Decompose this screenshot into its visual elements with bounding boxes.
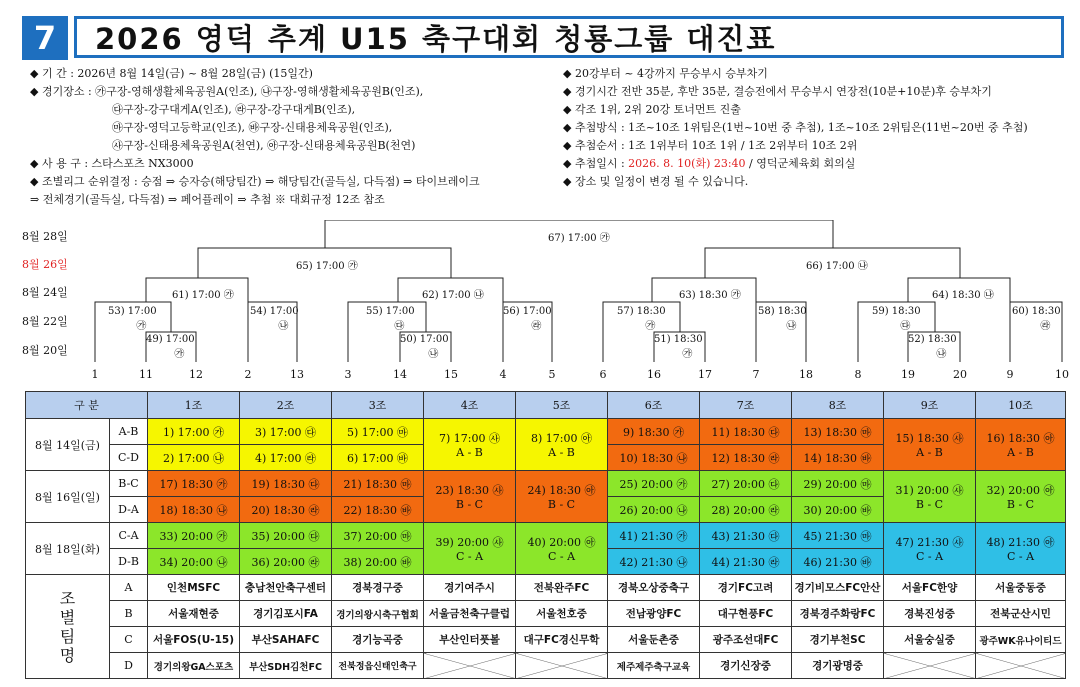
seed: 9	[1006, 368, 1014, 381]
team-key: B	[110, 601, 148, 627]
match-cell: 35) 20:00 ㉰	[240, 523, 332, 549]
match-64: 64) 18:30 ㉯	[932, 290, 994, 301]
team-name: 충남천안축구센터	[240, 575, 332, 601]
match-cell: 14) 18:30 ㉳	[792, 445, 884, 471]
match-cell: 41) 21:30 ㉮	[608, 523, 700, 549]
day-cell: 8월 18일(화)	[26, 523, 110, 575]
date-r16: 8월 22일	[22, 315, 68, 328]
match-66: 66) 17:00 ㉯	[806, 261, 868, 272]
info-change-notice: ◆ 장소 및 일정이 변경 될 수 있습니다.	[563, 175, 749, 188]
info-venue-4: ㉴구장-신태용체육공원A(천연), ㉵구장-신태용체육공원B(천연)	[112, 139, 416, 152]
team-name: 경기능곡중	[332, 627, 424, 653]
group-header: 7조	[700, 392, 792, 419]
info-draw-order: ◆ 추첨순서 : 1조 1위부터 10조 1위 / 1조 2위부터 10조 2위	[563, 139, 858, 152]
date-r20: 8월 20일	[22, 344, 68, 357]
match-cell: 13) 18:30 ㉲	[792, 419, 884, 445]
team-name: 서울FC한양	[884, 575, 976, 601]
team-name: 전남광양FC	[608, 601, 700, 627]
table-row	[26, 419, 1066, 445]
pair-cell: D-B	[110, 549, 148, 575]
team-name: 경북경구중	[332, 575, 424, 601]
seed: 3	[344, 368, 352, 381]
match-55: 55) 17:00 ㉰	[366, 306, 415, 332]
match-cell: 33) 20:00 ㉮	[148, 523, 240, 549]
info-right	[563, 65, 1028, 191]
team-name: 경기부천SC	[792, 627, 884, 653]
match-cell: 6) 17:00 ㉳	[332, 445, 424, 471]
group-header: 8조	[792, 392, 884, 419]
match-cell: 38) 20:00 ㉳	[332, 549, 424, 575]
team-name: 전북군산시민	[976, 601, 1066, 627]
match-cell-3team: 7) 17:00 ㉴ A - B	[424, 419, 516, 471]
match-65: 65) 17:00 ㉮	[296, 261, 358, 272]
match-67: 67) 17:00 ㉮	[548, 233, 610, 244]
pair-cell: C-A	[110, 523, 148, 549]
team-name: 인천MSFC	[148, 575, 240, 601]
match-cell: 10) 18:30 ㉯	[608, 445, 700, 471]
team-name: 경북진성중	[884, 601, 976, 627]
team-name: 부산SAHAFC	[240, 627, 332, 653]
info-draw-date: ◆ 추첨일시 : 2026. 8. 10(화) 23:40 / 영덕군체육회 회의실	[563, 157, 856, 170]
team-name: 부산인터풋볼	[424, 627, 516, 653]
match-54: 54) 17:00 ㉯	[250, 306, 299, 332]
match-cell: 3) 17:00 ㉰	[240, 419, 332, 445]
match-cell: 19) 18:30 ㉰	[240, 471, 332, 497]
seed: 2	[244, 368, 252, 381]
team-name: 서울둔촌중	[608, 627, 700, 653]
seed: 6	[599, 368, 607, 381]
match-59: 59) 18:30 ㉰	[872, 306, 921, 332]
title-box	[74, 16, 1064, 58]
day-cell: 8월 14일(금)	[26, 419, 110, 471]
match-cell: 18) 18:30 ㉯	[148, 497, 240, 523]
match-cell: 12) 18:30 ㉱	[700, 445, 792, 471]
match-58: 58) 18:30 ㉯	[758, 306, 807, 332]
group-header: 10조	[976, 392, 1066, 419]
info-match-time: ◆ 경기시간 전반 35분, 후반 35분, 결승전에서 무승부시 연장전(10분+10분)후 승부차기	[563, 85, 992, 98]
match-63: 63) 18:30 ㉮	[679, 290, 741, 301]
match-cell: 37) 20:00 ㉲	[332, 523, 424, 549]
team-row-c	[26, 627, 1066, 653]
header	[0, 0, 1080, 66]
group-header: 2조	[240, 392, 332, 419]
seed: 12	[189, 368, 203, 381]
team-name: 전북완주FC	[516, 575, 608, 601]
info-ranking: ◆ 조별리그 순위결정 : 승점 ⇒ 승자승(해당팀간) ⇒ 해당팀간(골득실, 다득점) ⇒ 타이브레이크	[30, 175, 480, 188]
team-name: 제주제주축구교육	[608, 653, 700, 679]
day-cell: 8월 16일(일)	[26, 471, 110, 523]
team-name: 서울FOS(U-15)	[148, 627, 240, 653]
team-key: C	[110, 627, 148, 653]
date-qf: 8월 24일	[22, 286, 68, 299]
info-penalty: ◆ 20강부터 ~ 4강까지 무승부시 승부차기	[563, 67, 768, 80]
match-cell: 34) 20:00 ㉯	[148, 549, 240, 575]
seed: 4	[499, 368, 507, 381]
match-cell-3team: 47) 21:30 ㉴ C - A	[884, 523, 976, 575]
seed: 20	[953, 368, 967, 381]
team-name: 경기여주시	[424, 575, 516, 601]
match-cell-3team: 24) 18:30 ㉵ B - C	[516, 471, 608, 523]
match-cell-3team: 8) 17:00 ㉵ A - B	[516, 419, 608, 471]
info-venue-3: ㉲구장-영덕고등학교(인조), ㉳구장-신태용체육공원(인조),	[112, 121, 393, 134]
match-cell: 42) 21:30 ㉯	[608, 549, 700, 575]
team-key: D	[110, 653, 148, 679]
match-cell-3team: 31) 20:00 ㉴ B - C	[884, 471, 976, 523]
date-semi: 8월 26일	[22, 258, 68, 271]
info-left	[30, 65, 480, 209]
seed: 1	[91, 368, 99, 381]
group-header: 5조	[516, 392, 608, 419]
info-draw-method: ◆ 추첨방식 : 1조~10조 1위팀은(1번~10번 중 추첨), 1조~10조 2위팀은(11번~20번 중 추첨)	[563, 121, 1028, 134]
team-name: 경기FC고려	[700, 575, 792, 601]
match-cell: 25) 20:00 ㉮	[608, 471, 700, 497]
match-cell: 45) 21:30 ㉲	[792, 523, 884, 549]
match-cell: 36) 20:00 ㉱	[240, 549, 332, 575]
match-61: 61) 17:00 ㉮	[172, 290, 234, 301]
match-cell: 22) 18:30 ㉳	[332, 497, 424, 523]
draw-datetime: 2026. 8. 10(화) 23:40	[628, 157, 746, 170]
match-cell-3team: 15) 18:30 ㉴ A - B	[884, 419, 976, 471]
match-cell: 5) 17:00 ㉲	[332, 419, 424, 445]
team-name: 경기신장중	[700, 653, 792, 679]
match-cell: 28) 20:00 ㉱	[700, 497, 792, 523]
match-cell: 20) 18:30 ㉱	[240, 497, 332, 523]
seed: 7	[752, 368, 760, 381]
match-56: 56) 17:00 ㉱	[503, 306, 552, 332]
team-name: 서울금천축구클럽	[424, 601, 516, 627]
group-header: 9조	[884, 392, 976, 419]
seed: 16	[647, 368, 661, 381]
match-51: 51) 18:30 ㉮	[654, 334, 703, 360]
match-cell: 9) 18:30 ㉮	[608, 419, 700, 445]
pair-cell: C-D	[110, 445, 148, 471]
team-name: 대구FC경신무학	[516, 627, 608, 653]
seed: 15	[444, 368, 458, 381]
seed: 11	[139, 368, 153, 381]
table-header-row	[26, 392, 1066, 419]
match-cell-3team: 40) 20:00 ㉵ C - A	[516, 523, 608, 575]
team-name: 광주조선대FC	[700, 627, 792, 653]
page-title: 2026 영덕 추계 U15 축구대회 청룡그룹 대진표	[95, 21, 777, 56]
team-row-a	[26, 575, 1066, 601]
pair-cell: D-A	[110, 497, 148, 523]
match-57: 57) 18:30 ㉮	[617, 306, 666, 332]
group-header: 6조	[608, 392, 700, 419]
team-name: 대구현풍FC	[700, 601, 792, 627]
match-cell: 27) 20:00 ㉰	[700, 471, 792, 497]
seed: 14	[393, 368, 407, 381]
empty-slot	[516, 653, 608, 679]
team-name: 서울재현중	[148, 601, 240, 627]
team-name: 경기김포시FA	[240, 601, 332, 627]
seed: 19	[901, 368, 915, 381]
team-label-cell: 조 별 팀 명	[26, 575, 110, 679]
match-60: 60) 18:30 ㉱	[1012, 306, 1061, 332]
match-cell: 30) 20:00 ㉳	[792, 497, 884, 523]
seed: 10	[1055, 368, 1069, 381]
group-number-badge: 7	[22, 16, 68, 60]
pair-cell: B-C	[110, 471, 148, 497]
team-name: 전북정읍신태인축구	[332, 653, 424, 679]
tournament-bracket	[0, 220, 1080, 390]
team-row-b	[26, 601, 1066, 627]
empty-slot	[884, 653, 976, 679]
empty-slot	[976, 653, 1066, 679]
pair-cell: A-B	[110, 419, 148, 445]
table-row	[26, 471, 1066, 497]
table-row	[26, 523, 1066, 549]
match-cell-3team: 23) 18:30 ㉴ B - C	[424, 471, 516, 523]
match-cell-3team: 39) 20:00 ㉴ C - A	[424, 523, 516, 575]
schedule-table	[25, 391, 1066, 679]
bracket-lines	[0, 220, 1080, 390]
team-name: 경북경주화랑FC	[792, 601, 884, 627]
date-final: 8월 28일	[22, 230, 68, 243]
info-ranking-2: ⇒ 전체경기(골득실, 다득점) ⇒ 페어플레이 ⇒ 추첨 ※ 대회규정 12조 참조	[30, 193, 385, 206]
info-period: ◆ 기 간 : 2026년 8월 14일(금) ~ 8월 28일(금) (15일간)	[30, 67, 313, 80]
seed: 13	[290, 368, 304, 381]
match-cell: 21) 18:30 ㉲	[332, 471, 424, 497]
empty-slot	[424, 653, 516, 679]
match-52: 52) 18:30 ㉯	[908, 334, 957, 360]
team-name: 경북오상중축구	[608, 575, 700, 601]
group-header: 1조	[148, 392, 240, 419]
match-49: 49) 17:00 ㉮	[146, 334, 195, 360]
match-50: 50) 17:00 ㉯	[400, 334, 449, 360]
match-cell: 2) 17:00 ㉯	[148, 445, 240, 471]
info-advance: ◆ 각조 1위, 2위 20강 토너먼트 진출	[563, 103, 741, 116]
match-53: 53) 17:00 ㉮	[108, 306, 157, 332]
match-cell: 43) 21:30 ㉰	[700, 523, 792, 549]
match-cell-3team: 16) 18:30 ㉵ A - B	[976, 419, 1066, 471]
team-name: 경기광명중	[792, 653, 884, 679]
team-name: 서울숭실중	[884, 627, 976, 653]
team-name: 경기비모스FC안산	[792, 575, 884, 601]
match-cell: 1) 17:00 ㉮	[148, 419, 240, 445]
seed: 5	[548, 368, 556, 381]
match-cell: 4) 17:00 ㉱	[240, 445, 332, 471]
team-name: 경기의왕GA스포츠	[148, 653, 240, 679]
info-venue-1: ◆ 경기장소 : ㉮구장-영해생활체육공원A(인조), ㉯구장-영해생활체육공원B(인조),	[30, 85, 424, 98]
seed: 8	[854, 368, 862, 381]
info-ball: ◆ 사 용 구 : 스타스포츠 NX3000	[30, 157, 194, 170]
group-header: 3조	[332, 392, 424, 419]
seed: 17	[698, 368, 712, 381]
match-cell: 46) 21:30 ㉳	[792, 549, 884, 575]
team-row-d	[26, 653, 1066, 679]
match-cell: 11) 18:30 ㉰	[700, 419, 792, 445]
match-cell: 29) 20:00 ㉲	[792, 471, 884, 497]
match-cell: 17) 18:30 ㉮	[148, 471, 240, 497]
team-name: 경기의왕시축구협회	[332, 601, 424, 627]
corner-cell: 구 분	[26, 392, 148, 419]
team-name: 부산SDH김천FC	[240, 653, 332, 679]
match-62: 62) 17:00 ㉯	[422, 290, 484, 301]
seed: 18	[799, 368, 813, 381]
match-cell-3team: 32) 20:00 ㉵ B - C	[976, 471, 1066, 523]
team-name: 광주WK유나이티드	[976, 627, 1066, 653]
team-key: A	[110, 575, 148, 601]
match-cell-3team: 48) 21:30 ㉵ C - A	[976, 523, 1066, 575]
team-name: 서울중동중	[976, 575, 1066, 601]
info-venue-2: ㉰구장-강구대게A(인조), ㉱구장-강구대게B(인조),	[112, 103, 356, 116]
match-cell: 26) 20:00 ㉯	[608, 497, 700, 523]
team-name: 서울천호중	[516, 601, 608, 627]
group-header: 4조	[424, 392, 516, 419]
match-cell: 44) 21:30 ㉱	[700, 549, 792, 575]
